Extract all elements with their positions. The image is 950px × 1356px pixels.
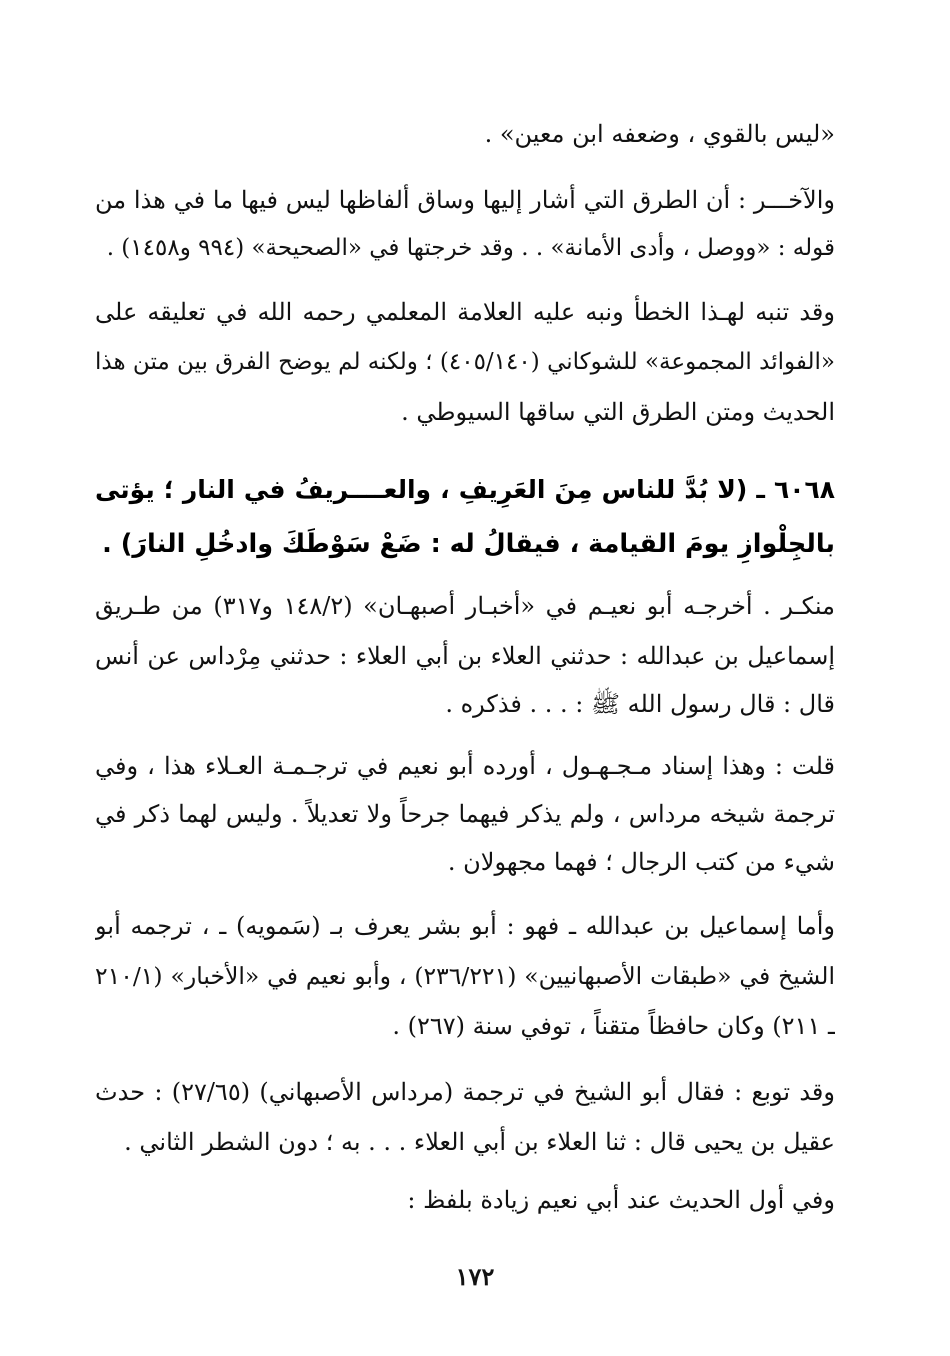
text-line-2: والآخـــر : أن الطرق التي أشار إليها وساق ألفاظها ليس فيها ما في هذا من: [95, 186, 835, 214]
text-line-4: وقد تنبه لهـذا الخطأ ونبه عليه العلامة المعلمي رحمه الله في تعليقه على: [95, 298, 835, 326]
text-line-11: قال : قال رسول الله ﷺ : . . . فذكره .: [445, 690, 835, 718]
text-line-17: ـ ٢١١) وكان حافظاً متقناً ، توفي سنة (٢٦٧) .: [392, 1012, 835, 1040]
text-line-9: منكـر . أخرجـه أبو نعيـم في «أخبـار أصبهـان» (١٤٨/٢ و٣١٧) من طـريق: [95, 592, 835, 620]
text-line-18: وقد توبع : فقال أبو الشيخ في ترجمة (مرداس الأصبهاني) (٢٧/٦٥) : حدث: [95, 1078, 835, 1106]
text-line-1: «ليس بالقوي ، وضعفه ابن معين» .: [484, 120, 835, 148]
text-line-19: عقيل بن يحيى قال : ثنا العلاء بن أبي العلاء . . . به ؛ دون الشطر الثاني .: [124, 1128, 835, 1156]
text-line-15: وأما إسماعيل بن عبدالله ـ فهو : أبو بشر يعرف بـ (سَمويه) ـ ، ترجمه أبو: [95, 912, 835, 940]
text-line-20: وفي أول الحديث عند أبي نعيم زيادة بلفظ :: [407, 1186, 835, 1214]
text-line-14: شيء من كتب الرجال ؛ فهما مجهولان .: [447, 848, 835, 876]
text-line-16: الشيخ في «طبقات الأصبهانيين» (٢٣٦/٢٢١) ، وأبو نعيم في «الأخبار» (٢١٠/١: [95, 962, 835, 990]
text-line-13: ترجمة شيخه مرداس ، ولم يذكر فيهما جرحاً ولا تعديلاً . وليس لهما ذكر في: [95, 800, 835, 828]
text-line-5: «الفوائد المجموعة» للشوكاني (٤٠٥/١٤٠) ؛ ولكنه لم يوضح الفرق بين متن هذا: [95, 349, 835, 375]
text-line-3: قوله : «ووصل ، وأدى الأمانة» . . وقد خرجتها في «الصحيحة» (٩٩٤ و١٤٥٨) .: [106, 235, 835, 261]
text-line-6: الحديث ومتن الطرق التي ساقها السيوطي .: [401, 398, 835, 426]
hadith-heading-line-1: ٦٠٦٨ ـ (لا بُدَّ للناس مِنَ العَرِيفِ ، والعــــريفُ في النار ؛ يؤتى: [95, 475, 835, 504]
text-line-12: قلت : وهذا إسناد مـجـهـول ، أورده أبو نعيم في ترجـمـة العـلاء هذا ، وفي: [95, 752, 835, 780]
hadith-heading-line-2: بالجِلْوازِ يومَ القيامة ، فيقالُ له : ضَعْ سَوْطَكَ وادخُلِ النارَ) .: [102, 529, 835, 559]
text-line-10: إسماعيل بن عبدالله : حدثني العلاء بن أبي العلاء : حدثني مِرْداس عن أنس: [95, 642, 835, 670]
page-number: ١٧٢: [455, 1262, 495, 1291]
